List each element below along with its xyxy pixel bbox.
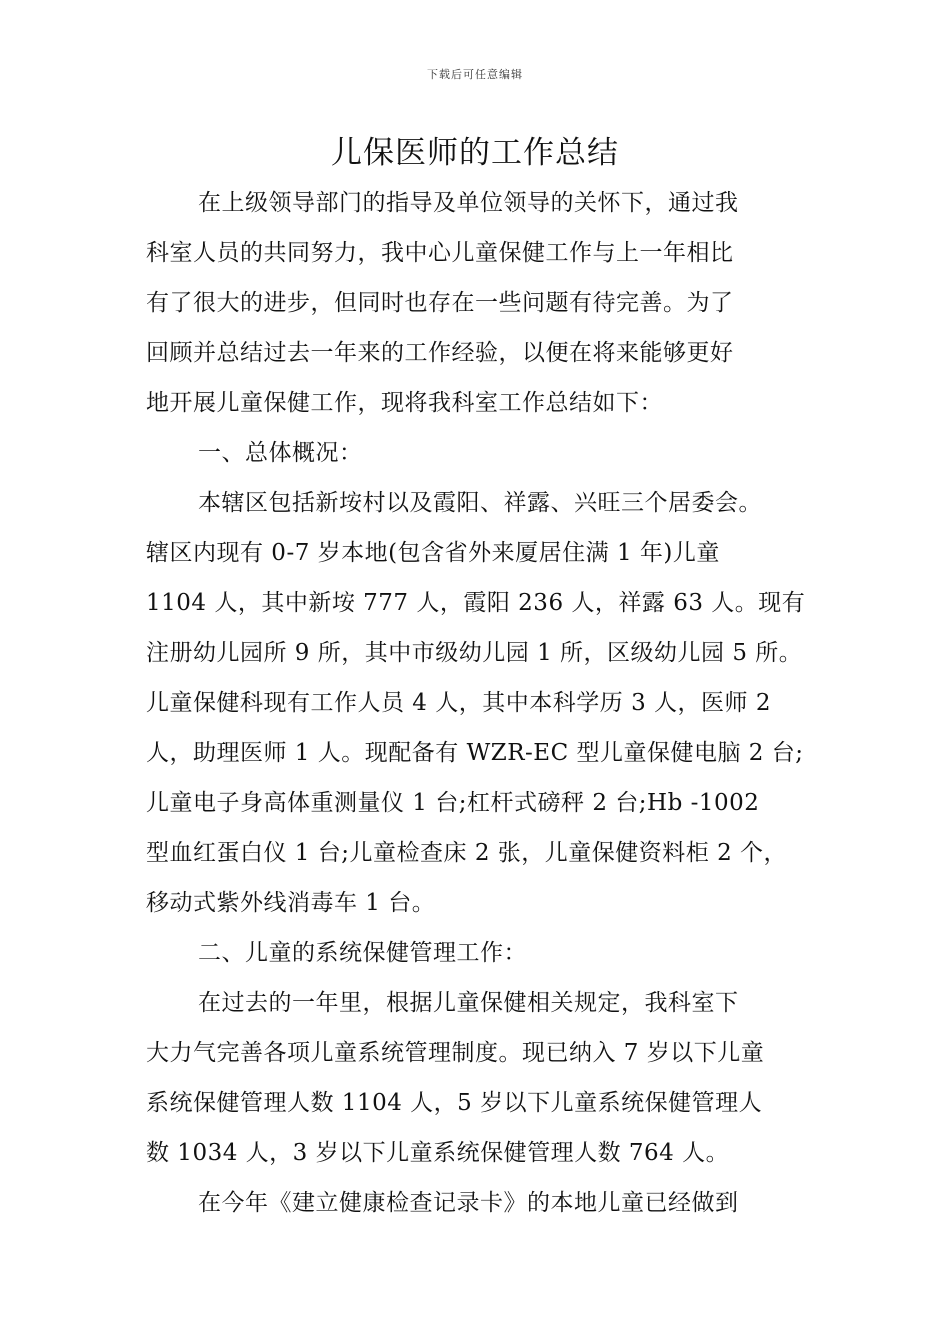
paragraph-line: 型血红蛋白仪 1 台;儿童检查床 2 张，儿童保健资料柜 2 个， — [146, 840, 788, 866]
paragraph-line: 有了很大的进步，但同时也存在一些问题有待完善。为了 — [146, 290, 734, 316]
paragraph-line: 移动式紫外线消毒车 1 台。 — [146, 890, 436, 916]
paragraph-line: 在上级领导部门的指导及单位领导的关怀下，通过我 — [198, 190, 739, 216]
paragraph-line: 回顾并总结过去一年来的工作经验，以便在将来能够更好 — [146, 340, 734, 366]
document-body — [146, 178, 818, 1228]
paragraph-line: 在今年《建立健康检查记录卡》的本地儿童已经做到 — [198, 1190, 739, 1216]
paragraph-line: 儿童保健科现有工作人员 4 人，其中本科学历 3 人，医师 2 — [146, 690, 771, 716]
paragraph-line: 1104 人，其中新垵 777 人，霞阳 236 人，祥露 63 人。现有 — [146, 590, 806, 616]
download-note: 下载后可任意编辑 — [427, 68, 523, 81]
paragraph-line: 数 1034 人，3 岁以下儿童系统保健管理人数 764 人。 — [146, 1140, 730, 1166]
paragraph-line: 儿童电子身高体重测量仪 1 台;杠杆式磅秤 2 台;Hb -1002 — [146, 790, 760, 816]
paragraph-line: 在过去的一年里，根据儿童保健相关规定，我科室下 — [198, 990, 739, 1016]
section-heading: 二、儿童的系统保健管理工作： — [198, 940, 527, 966]
document-title: 儿保医师的工作总结 — [331, 135, 619, 171]
paragraph-line: 人，助理医师 1 人。现配备有 WZR-EC 型儿童保健电脑 2 台; — [146, 740, 804, 766]
paragraph-line: 本辖区包括新垵村以及霞阳、祥露、兴旺三个居委会。 — [198, 490, 762, 516]
paragraph-line: 注册幼儿园所 9 所，其中市级幼儿园 1 所，区级幼儿园 5 所。 — [146, 640, 803, 666]
paragraph-line: 地开展儿童保健工作，现将我科室工作总结如下： — [146, 390, 663, 416]
paragraph-line: 系统保健管理人数 1104 人，5 岁以下儿童系统保健管理人 — [146, 1090, 763, 1116]
section-heading: 一、总体概况： — [198, 440, 363, 466]
paragraph-line: 科室人员的共同努力，我中心儿童保健工作与上一年相比 — [146, 240, 734, 266]
paragraph-line: 大力气完善各项儿童系统管理制度。现已纳入 7 岁以下儿童 — [146, 1040, 765, 1066]
paragraph-line: 辖区内现有 0-7 岁本地(包含省外来厦居住满 1 年)儿童 — [146, 540, 720, 566]
